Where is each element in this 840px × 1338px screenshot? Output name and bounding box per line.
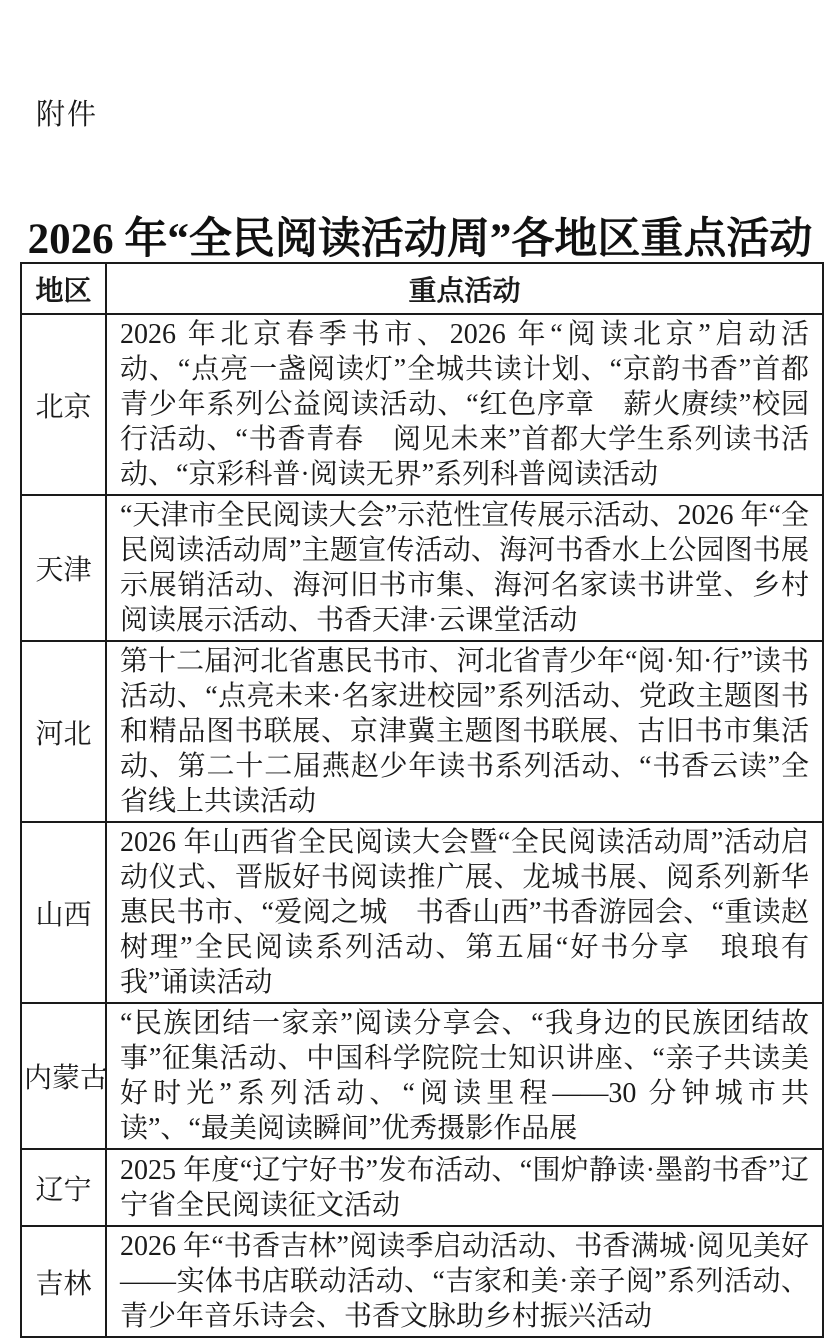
region-cell: 山西 — [21, 822, 106, 1003]
table-row — [21, 495, 823, 641]
activities-cell: “天津市全民阅读大会”示范性宣传展示活动、2026 年“全民阅读活动周”主题宣传活动、海河书香水上公园图书展示展销活动、海河旧书市集、海河名家读书讲堂、乡村阅读展示活动、书香天津·云课堂活动 — [106, 495, 823, 641]
regions-table — [20, 262, 824, 1338]
activities-column-header: 重点活动 — [106, 263, 823, 314]
table-row — [21, 314, 823, 495]
attachment-label: 附件 — [36, 99, 99, 131]
activities-cell: “民族团结一家亲”阅读分享会、“我身边的民族团结故事”征集活动、中国科学院院士知识讲座、“亲子共读美好时光”系列活动、“阅读里程——30 分钟城市共读”、“最美阅读瞬间”优秀摄影作品展 — [106, 1003, 823, 1149]
region-column-header: 地区 — [21, 263, 106, 314]
region-cell: 北京 — [21, 314, 106, 495]
table-row — [21, 1003, 823, 1149]
activities-cell: 2026 年北京春季书市、2026 年“阅读北京”启动活动、“点亮一盏阅读灯”全城共读计划、“京韵书香”首都青少年系列公益阅读活动、“红色序章 薪火赓续”校园行活动、“书香青春 阅见未来”首都大学生系列读书活动、“京彩科普·阅读无界”系列科普阅读活动 — [106, 314, 823, 495]
table-row — [21, 822, 823, 1003]
document-title: 2026 年“全民阅读活动周”各地区重点活动 — [27, 215, 813, 263]
table-row — [21, 1149, 823, 1226]
table-row — [21, 1226, 823, 1337]
region-cell: 辽宁 — [21, 1149, 106, 1226]
region-cell: 天津 — [21, 495, 106, 641]
activities-cell: 2025 年度“辽宁好书”发布活动、“围炉静读·墨韵书香”辽宁省全民阅读征文活动 — [106, 1149, 823, 1226]
activities-cell: 2026 年“书香吉林”阅读季启动活动、书香满城·阅见美好——实体书店联动活动、“吉家和美·亲子阅”系列活动、青少年音乐诗会、书香文脉助乡村振兴活动 — [106, 1226, 823, 1337]
region-cell: 河北 — [21, 641, 106, 822]
region-cell: 吉林 — [21, 1226, 106, 1337]
activities-cell: 2026 年山西省全民阅读大会暨“全民阅读活动周”活动启动仪式、晋版好书阅读推广展、龙城书展、阅系列新华惠民书市、“爱阅之城 书香山西”书香游园会、“重读赵树理”全民阅读系列活动、第五届“好书分享 琅琅有我”诵读活动 — [106, 822, 823, 1003]
table-header-row — [21, 263, 823, 314]
table-row — [21, 641, 823, 822]
regions-table-body — [21, 314, 823, 1337]
activities-cell: 第十二届河北省惠民书市、河北省青少年“阅·知·行”读书活动、“点亮未来·名家进校园”系列活动、党政主题图书和精品图书联展、京津冀主题图书联展、古旧书市集活动、第二十二届燕赵少年读书系列活动、“书香云读”全省线上共读活动 — [106, 641, 823, 822]
region-cell: 内蒙古 — [21, 1003, 106, 1149]
